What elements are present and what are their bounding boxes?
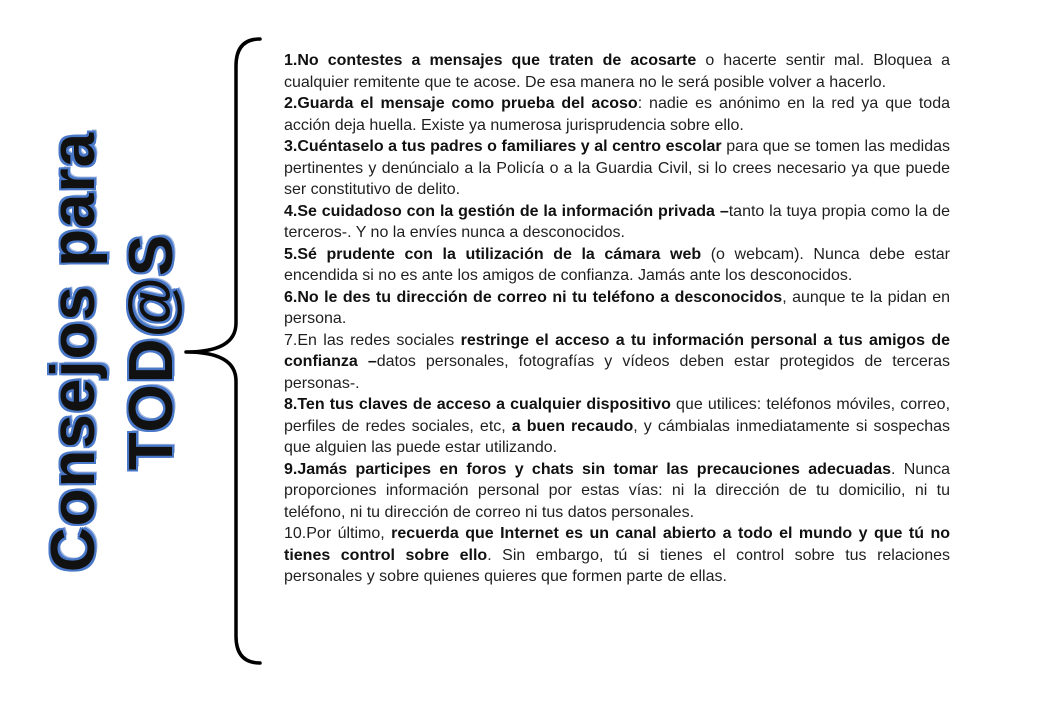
tip-text: 7.En las redes sociales [284, 331, 461, 349]
tip-text: o hacerte sentir mal. Bloquea a cualquier remitente que te acose. De esa manera no le será posible volver a hacerlo. [284, 52, 951, 91]
tip-item [284, 459, 950, 524]
tip-text: . Nunca proporciones información personal por estas vías: ni la dirección de tu domicilio, ni tu teléfono, ni tu dirección de correo ni tus datos personales. [284, 460, 951, 521]
tip-item [284, 93, 950, 136]
tip-item [284, 523, 950, 588]
tip-text-bold: 6.No le des tu dirección de correo ni tu teléfono a desconocidos [284, 288, 783, 306]
tip-text-bold: 2.Guarda el mensaje como prueba del acoso [284, 95, 638, 112]
tip-text: que utilices: teléfonos móviles, correo, perfiles de redes sociales, etc, [284, 396, 951, 435]
tip-text-bold: 5.Sé prudente con la utilización de la cámara web [284, 245, 702, 263]
tip-text: , y cámbialas inmediatamente si sospechas que alguien las puede estar utilizando. [284, 417, 951, 456]
tip-text-bold: recuerda que Internet es un canal abierto a todo el mundo y que tú no tienes control sobre ello [284, 525, 951, 564]
tip-item [284, 394, 950, 459]
tip-item [284, 330, 950, 395]
tip-item [284, 136, 950, 201]
tip-text: 10.Por último, [284, 525, 392, 542]
left-curly-brace-icon [180, 36, 264, 666]
tip-item [284, 50, 950, 93]
tip-text-bold: 4.Se cuidadoso con la gestión de la información privada – [284, 202, 729, 220]
tip-text: para que se tomen las medidas pertinentes y denúncialo a la Policía o a la Guardia Civil, si lo crees necesario ya que puede ser constitutivo de delito. [284, 138, 951, 198]
tip-text-bold: restringe el acceso a tu información personal a tus amigos de confianza – [284, 331, 950, 370]
tip-text: , aunque te la pidan en persona. [284, 288, 951, 327]
tip-item [284, 287, 950, 330]
tip-text: . Sin embargo, tú si tienes el control sobre tus relaciones personales y sobre quienes quieres que formen parte de ellas. [284, 546, 951, 585]
tip-text-bold: 8.Ten tus claves de acceso a cualquier dispositivo [284, 396, 671, 413]
tip-text: tanto la tuya propia como la de terceros-. Y no la envíes nunca a desconocidos. [284, 202, 950, 241]
tip-text: (o webcam). Nunca debe estar encendida si no es ante los amigos de confianza. Jamás ante los desconocidos. [284, 245, 950, 284]
tip-item [284, 201, 950, 244]
tip-text-bold: a buen recaudo [511, 417, 634, 435]
tip-text-bold: 3.Cuéntaselo a tus padres o familiares y al centro escolar [284, 138, 722, 155]
tip-text: : nadie es anónimo en la red ya que toda acción deja huella. Existe ya numerosa jurisprudencia sobre ello. [284, 95, 951, 134]
tip-text: datos personales, fotografías y vídeos deben estar protegidos de terceras personas-. [284, 353, 951, 392]
tip-text-bold: 1.No contestes a mensajes que traten de acosarte [284, 52, 697, 69]
tips-list [284, 50, 950, 588]
title-line-2: TOD@S [117, 233, 186, 471]
tip-text-bold: 9.Jamás participes en foros y chats sin tomar las precauciones adecuadas [284, 460, 891, 478]
tip-item [284, 244, 950, 287]
title-line-1: Consejos para [39, 131, 108, 573]
